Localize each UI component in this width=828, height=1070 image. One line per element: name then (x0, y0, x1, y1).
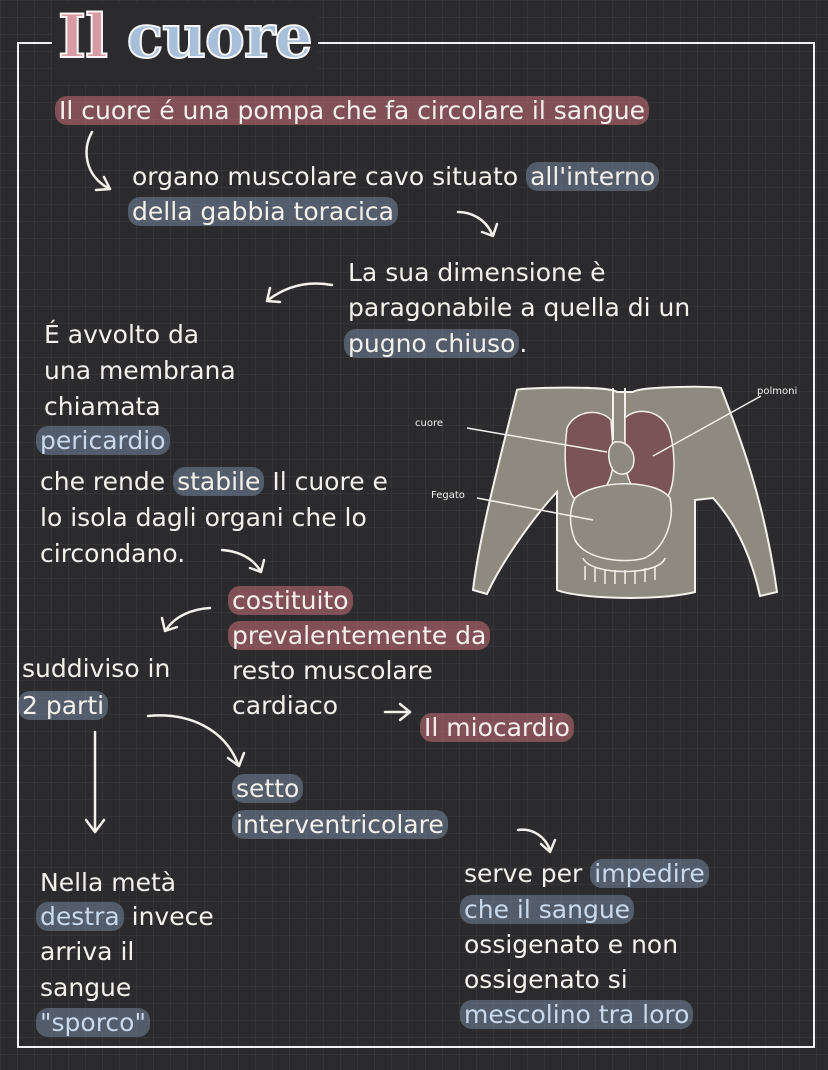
setto-line-1: setto (232, 772, 303, 806)
meta-line-1: Nella metà (40, 868, 177, 897)
cost-line-1: costituito (228, 584, 353, 618)
cost-line-4: cardiaco (232, 691, 339, 720)
membrane-line-4: pericardio (36, 424, 170, 458)
serve-line-2: che il sangue (460, 893, 634, 927)
arrow-cardiaco-miocardio (385, 704, 410, 720)
torso-illustration (465, 380, 785, 610)
miocardio-label: Il miocardio (420, 711, 574, 745)
meta-line-3: arriva il (40, 937, 135, 966)
membrane-line-3: chiamata (44, 392, 161, 421)
size-line-1: La sua dimensione è (348, 258, 606, 287)
split-line-1: suddiviso in (22, 654, 171, 683)
serve-line-1: serve per impedire (464, 857, 709, 891)
size-line-2: paragonabile a quella di un (348, 293, 691, 322)
organ-line-1: organo muscolare cavo situato all'interno (132, 160, 659, 194)
stable-line-2: lo isola dagli organi che lo (40, 503, 367, 532)
arrow-organ-size (458, 212, 497, 236)
membrane-line-1: É avvolto da (44, 320, 200, 349)
stable-line-3: circondano. (40, 539, 186, 568)
arrow-split-setto (148, 715, 244, 766)
meta-line-5: "sporco" (36, 1006, 150, 1040)
label-heart: cuore (415, 418, 443, 429)
setto-line-2: interventricolare (232, 808, 448, 842)
label-liver: Fegato (431, 490, 465, 501)
arrow-size-membrane (267, 284, 332, 302)
meta-line-4: sangue (40, 973, 132, 1002)
arrow-stable-cost (222, 550, 264, 572)
serve-line-4: ossigenato si (464, 965, 628, 994)
serve-line-3: ossigenato e non (464, 930, 679, 959)
arrow-cost-split (162, 608, 210, 631)
meta-line-2: destra invece (36, 900, 214, 934)
title-part1: Il (58, 2, 107, 72)
title-part2: cuore (126, 2, 312, 72)
label-lungs: polmoni (757, 386, 798, 397)
torso-diagram (415, 380, 798, 610)
arrow-split-meta (86, 732, 104, 832)
arrow-intro-organ (87, 132, 110, 190)
membrane-line-2: una membrana (44, 356, 236, 385)
size-line-3: pugno chiuso . (344, 327, 527, 361)
stable-line-1: che rende stabile Il cuore e (40, 467, 388, 496)
split-line-2: 2 parti (18, 689, 108, 723)
intro-line: Il cuore é una pompa che fa circolare il sangue (55, 94, 649, 128)
cost-line-3: resto muscolare (232, 656, 433, 685)
serve-line-5: mescolino tra loro (460, 998, 693, 1032)
arrow-setto-serve (518, 830, 555, 852)
liver-stomach (571, 484, 672, 561)
cost-line-2: prevalentemente da (228, 619, 490, 653)
organ-line-2: della gabbia toracica (128, 195, 398, 229)
